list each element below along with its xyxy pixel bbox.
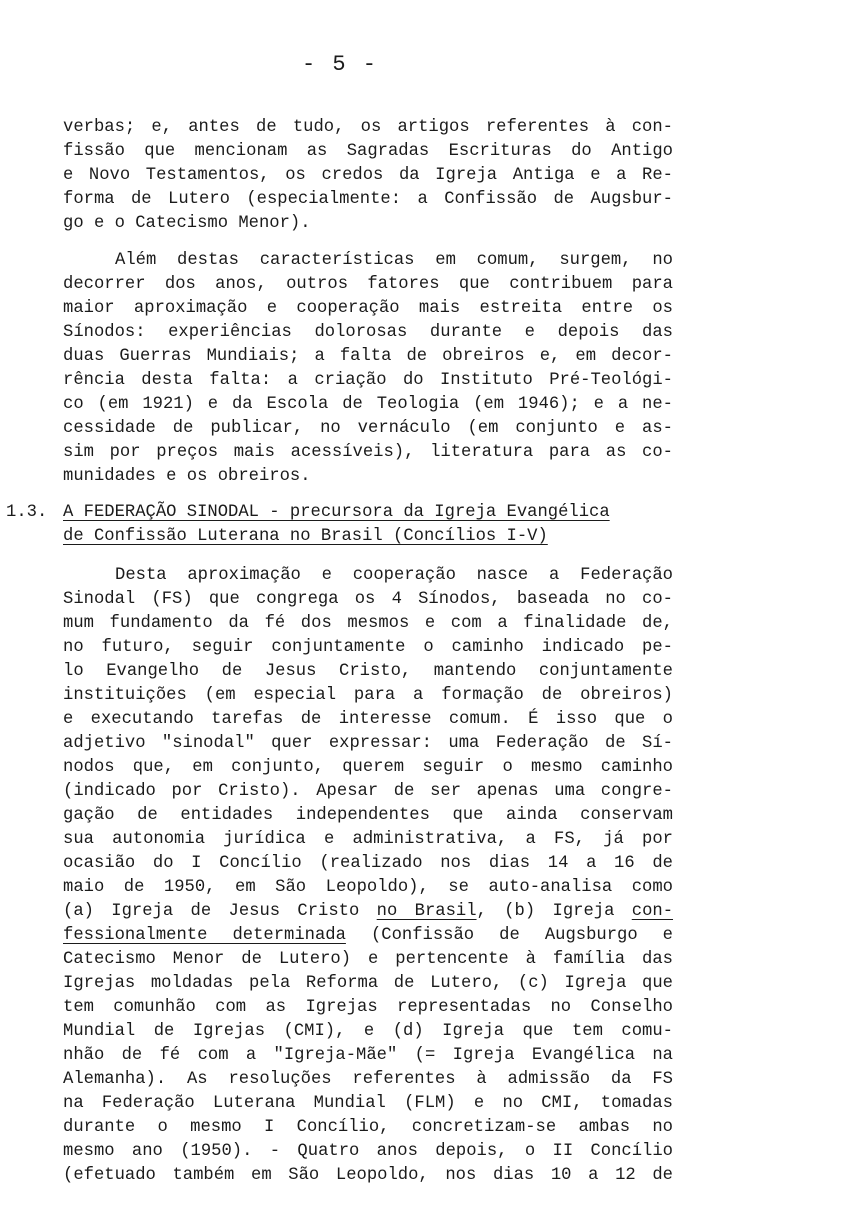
text-segment: (a) Igreja de Jesus Cristo xyxy=(63,902,377,921)
text-line: nodos que, em conjunto, querem seguir o mesmo caminho xyxy=(63,758,673,777)
text-line: forma de Lutero (especialmente: a Confissão de Augsbur- xyxy=(63,190,673,209)
text-line: Sinodal (FS) que congrega os 4 Sínodos, baseada no co- xyxy=(63,590,673,609)
text-line: no futuro, seguir conjuntamente o caminho indicado pe- xyxy=(63,638,673,657)
text-line: (efetuado também em São Leopoldo, nos dias 10 a 12 de xyxy=(63,1166,673,1185)
paragraph-federation xyxy=(63,564,673,1188)
text-line: co (em 1921) e da Escola de Teologia (em 1946); e a ne- xyxy=(63,395,673,414)
text-line-underlined-terms xyxy=(63,924,673,948)
text-line: adjetivo "sinodal" quer expressar: uma Federação de Sí- xyxy=(63,734,673,753)
text-line: duas Guerras Mundiais; a falta de obreiros e, em decor- xyxy=(63,347,673,366)
text-line: ocasião do I Concílio (realizado nos dias 14 a 16 de xyxy=(63,854,673,873)
section-number: 1.3. xyxy=(6,503,48,522)
text-line: durante o mesmo I Concílio, concretizam-se ambas no xyxy=(63,1118,673,1137)
section-title xyxy=(63,501,663,549)
text-line: maior aproximação e cooperação mais estreita entre os xyxy=(63,299,673,318)
underlined-term: no Brasil xyxy=(376,902,477,921)
text-line: Além destas características em comum, surgem, no xyxy=(115,251,673,270)
text-line: cessidade de publicar, no vernáculo (em conjunto e as- xyxy=(63,419,673,438)
text-line: Desta aproximação e cooperação nasce a Federação xyxy=(115,566,673,585)
text-segment: (Confissão de Augsburgo e xyxy=(345,926,673,945)
text-line: tem comunhão com as Igrejas representadas no Conselho xyxy=(63,998,673,1017)
text-line: Alemanha). As resoluções referentes à admissão da FS xyxy=(63,1070,673,1089)
paragraph-common-characteristics xyxy=(63,249,673,489)
text-line: lo Evangelho de Jesus Cristo, mantendo conjuntamente xyxy=(63,662,673,681)
text-line: sua autonomia jurídica e administrativa, a FS, já por xyxy=(63,830,673,849)
text-line: Igrejas moldadas pela Reforma de Lutero, (c) Igreja que xyxy=(63,974,673,993)
text-line: rência desta falta: a criação do Instituto Pré-Teológi- xyxy=(63,371,673,390)
text-line: go e o Catecismo Menor). xyxy=(63,214,311,233)
text-line: e Novo Testamentos, os credos da Igreja Antiga e a Re- xyxy=(63,166,673,185)
page-number: - 5 - xyxy=(301,52,378,77)
text-line: sim por preços mais acessíveis), literatura para as co- xyxy=(63,443,673,462)
text-line: gação de entidades independentes que ainda conservam xyxy=(63,806,673,825)
text-line: fissão que mencionam as Sagradas Escrituras do Antigo xyxy=(63,142,673,161)
text-line: instituições (em especial para a formação de obreiros) xyxy=(63,686,673,705)
text-line: mum fundamento da fé dos mesmos e com a finalidade de, xyxy=(63,614,673,633)
underlined-term: fessionalmente determinada xyxy=(63,926,346,945)
paragraph-articles xyxy=(63,116,673,236)
text-line-underlined-terms xyxy=(63,900,673,924)
text-segment: , (b) Igreja xyxy=(476,902,632,921)
text-line: mesmo ano (1950). - Quatro anos depois, o II Concílio xyxy=(63,1142,673,1161)
text-line: munidades e os obreiros. xyxy=(63,467,311,486)
text-line: nhão de fé com a "Igreja-Mãe" (= Igreja Evangélica na xyxy=(63,1046,673,1065)
section-title-line: de Confissão Luterana no Brasil (Concílios I-V) xyxy=(63,527,548,546)
text-line: (indicado por Cristo). Apesar de ser apenas uma congre- xyxy=(63,782,673,801)
text-line: Catecismo Menor de Lutero) e pertencente à família das xyxy=(63,950,673,969)
text-line: na Federação Luterana Mundial (FLM) e no CMI, tomadas xyxy=(63,1094,673,1113)
text-line: Sínodos: experiências dolorosas durante e depois das xyxy=(63,323,673,342)
underlined-term: con- xyxy=(631,902,674,921)
text-line: Mundial de Igrejas (CMI), e (d) Igreja que tem comu- xyxy=(63,1022,673,1041)
text-line: e executando tarefas de interesse comum. É isso que o xyxy=(63,710,673,729)
text-line: maio de 1950, em São Leopoldo), se auto-analisa como xyxy=(63,878,673,897)
section-title-line: A FEDERAÇÃO SINODAL - precursora da Igreja Evangélica xyxy=(63,503,610,522)
text-line: decorrer dos anos, outros fatores que contribuem para xyxy=(63,275,673,294)
text-line: verbas; e, antes de tudo, os artigos referentes à con- xyxy=(63,118,673,137)
